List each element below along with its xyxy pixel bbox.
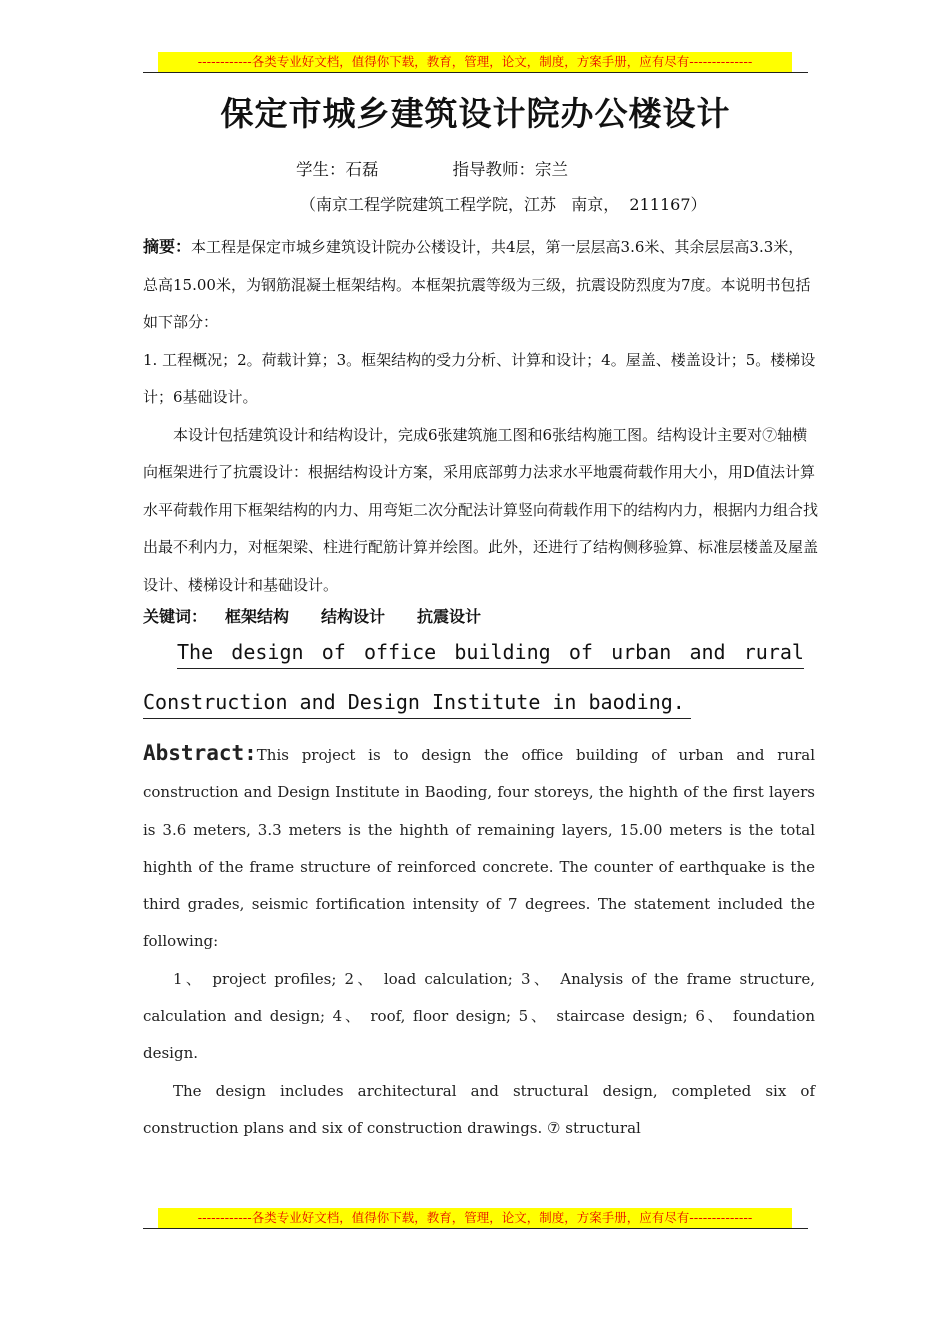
chinese-abstract — [143, 228, 818, 604]
title-word: building — [454, 640, 551, 664]
footer-rule — [143, 1228, 808, 1229]
advisor-name: 指导教师：宗兰 — [452, 160, 568, 179]
title-word: urban — [611, 640, 672, 664]
abstract-en-p2: 1、 project profiles; 2、 load calculation; 3、 Analysis of the frame structure, calculation and design; 4、 roof, floor design; 5、 staircase design; 6、 foundation design. — [143, 969, 815, 1063]
authors-line — [296, 156, 568, 180]
affiliation: （南京工程学院建筑工程学院，江苏 南京， 211167） — [300, 195, 707, 214]
title-word: of — [568, 640, 593, 664]
keyword-item: 抗震设计 — [417, 607, 482, 626]
abstract-cn-p2: 1. 工程概况；2。荷载计算；3。框架结构的受力分析、计算和设计；4。屋盖、楼盖设计；5。楼梯设计；6基础设计。 — [143, 350, 816, 406]
english-abstract — [143, 735, 815, 1147]
footer-banner: ------------各类专业好文档，值得你下载，教育，管理，论文，制度，方案手册，应有尽有-------------- — [158, 1208, 792, 1228]
abstract-cn-p3: 本设计包括建筑设计和结构设计，完成6张建筑施工图和6张结构施工图。结构设计主要对⑦轴横向框架进行了抗震设计：根据结构设计方案，采用底部剪力法求水平地震荷载作用大小，用D值法计算水平荷载作用下框架结构的内力、用弯矩二次分配法计算竖向荷载作用下的结构内力，根据内力组合找出最不利内力，对框架梁、柱进行配筋计算并绘图。此外，还进行了结构侧移验算、标准层楼盖及屋盖设计、楼梯设计和基础设计。 — [143, 425, 819, 594]
header-rule — [143, 72, 808, 73]
english-title-line2: Construction and Design Institute in baoding. — [143, 690, 691, 719]
document-title: 保定市城乡建筑设计院办公楼设计 — [220, 94, 731, 133]
title-word: of — [321, 640, 346, 664]
abstract-en-p3: The design includes architectural and structural design, completed six of construction plans and six of construction drawings. ⑦ structural — [143, 1081, 815, 1137]
keywords-label: 关键词： — [143, 607, 208, 626]
abstract-en-label: Abstract: — [143, 741, 257, 765]
abstract-cn-label: 摘要： — [143, 237, 192, 256]
keywords-line — [143, 604, 513, 627]
abstract-en-p1: This project is to design the office building of urban and rural construction and Design Institute in Baoding, four storeys, the highth of the first layers is 3.6 meters, 3.3 meters is the highth of remaining layers, 15.00 meters is the total highth of the frame structure of reinforced concrete. The counter of earthquake is the third grades, seismic fortification intensity of 7 degrees. The statement included the following: — [143, 746, 815, 951]
title-word: rural — [743, 640, 804, 664]
abstract-cn-p1: 本工程是保定市城乡建筑设计院办公楼设计，共4层，第一层层高3.6米、其余层层高3.3米，总高15.00米，为钢筋混凝土框架结构。本框架抗震等级为三级，抗震设防烈度为7度。本说明书包括如下部分： — [143, 238, 811, 331]
keyword-item: 框架结构 — [225, 607, 290, 626]
title-word: and — [689, 640, 726, 664]
header-banner: ------------各类专业好文档，值得你下载，教育，管理，论文，制度，方案手册，应有尽有-------------- — [158, 52, 792, 72]
english-title-line1 — [177, 640, 804, 669]
keyword-item: 结构设计 — [321, 607, 386, 626]
title-word: office — [363, 640, 437, 664]
title-word: design — [231, 640, 304, 664]
title-word: The — [177, 640, 214, 664]
student-name: 学生：石磊 — [296, 160, 379, 179]
